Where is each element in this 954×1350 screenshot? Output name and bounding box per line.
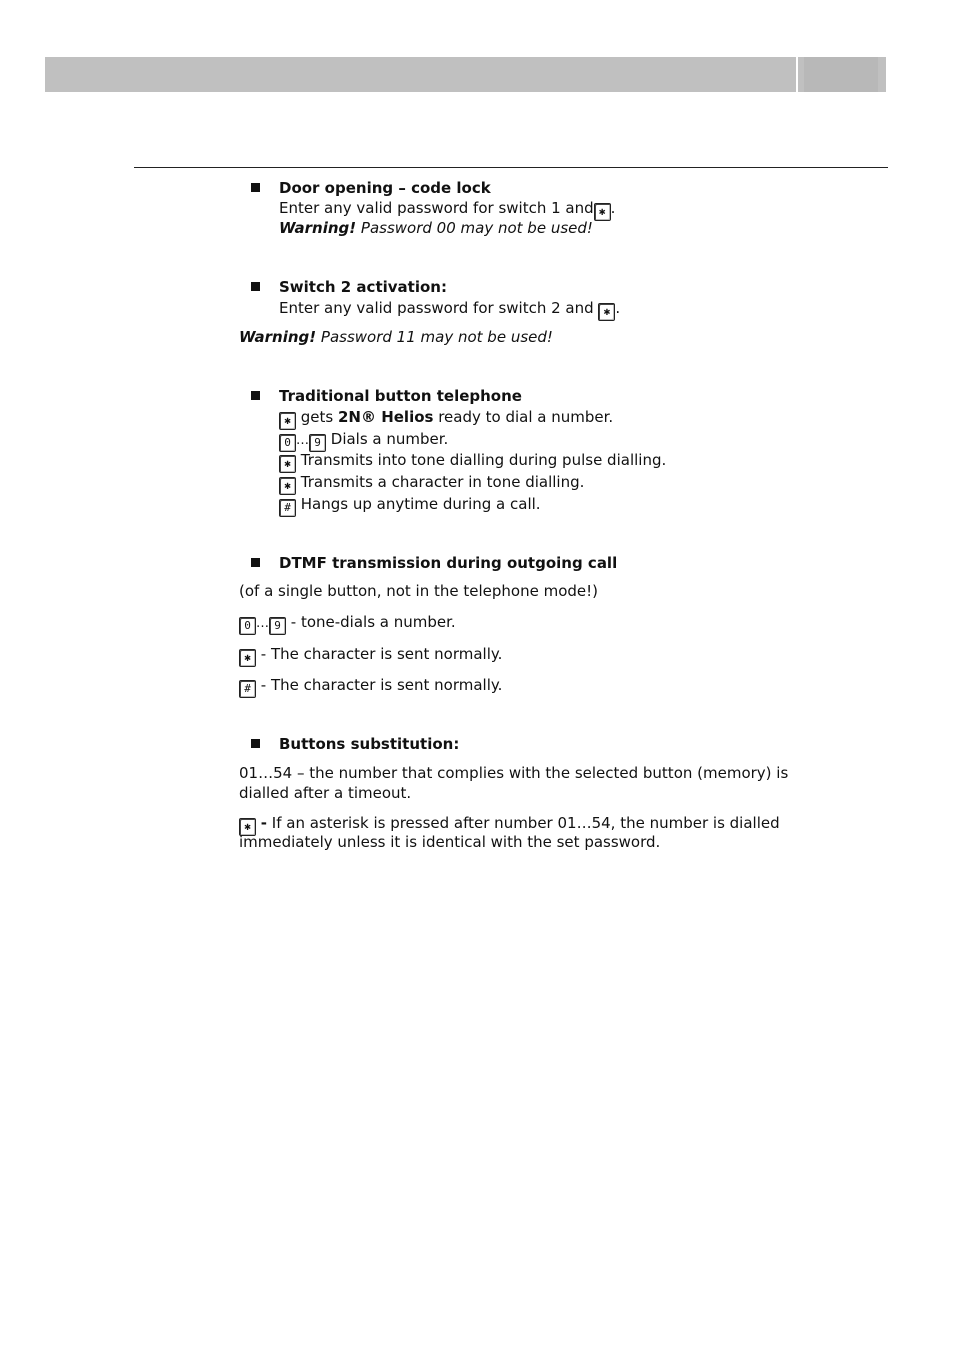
switch2-warning xyxy=(239,327,553,347)
row-text: Hangs up anytime during a call. xyxy=(296,495,541,513)
door-title: Door opening – code lock xyxy=(279,179,491,197)
dtmf-row xyxy=(239,675,502,698)
switch2-line: Enter any valid password for switch 2 and ✱ . xyxy=(279,298,620,321)
door-warning xyxy=(279,218,593,238)
row-text: Transmits into tone dialling during pulse dialling. xyxy=(296,451,667,469)
row-text: Dials a number. xyxy=(326,430,449,448)
dtmf-note: (of a single button, not in the telephone mode!) xyxy=(239,582,599,600)
row-text: Transmits a character in tone dialling. xyxy=(296,473,585,491)
star-key-icon: ✱ xyxy=(279,455,296,473)
row-text: - The character is sent normally. xyxy=(256,645,503,663)
traditional-row xyxy=(279,407,613,430)
ellipsis: … xyxy=(296,433,309,448)
warning-text: Password 11 may not be used! xyxy=(316,328,553,346)
door-line: Enter any valid password for switch 1 and ✱ . xyxy=(279,198,615,221)
dash: - xyxy=(260,814,268,832)
dtmf-row xyxy=(239,644,502,667)
row-text: If an asterisk is pressed after number 01…54, the number is dialled xyxy=(267,814,780,832)
section-rule xyxy=(134,167,888,168)
row-text: - The character is sent normally. xyxy=(256,676,503,694)
star-key-icon: ✱ xyxy=(279,412,296,430)
bullet-icon xyxy=(251,183,260,192)
hash-key-icon: # xyxy=(279,499,296,517)
header-bar xyxy=(45,57,796,92)
switch2-title: Switch 2 activation: xyxy=(279,278,447,296)
nine-key-icon: 9 xyxy=(269,617,286,635)
ellipsis: … xyxy=(256,616,269,631)
zero-key-icon: 0 xyxy=(279,434,296,452)
warning-text: Password 00 may not be used! xyxy=(356,219,593,237)
zero-key-icon: 0 xyxy=(239,617,256,635)
door-line-text: Enter any valid password for switch 1 and xyxy=(279,199,594,217)
nine-key-icon: 9 xyxy=(309,434,326,452)
star-key-icon: ✱ xyxy=(594,203,611,221)
bullet-icon xyxy=(251,391,260,400)
dtmf-title: DTMF transmission during outgoing call xyxy=(279,554,618,572)
subst-p1-line1: 01…54 – the number that complies with the selected button (memory) is xyxy=(239,764,789,782)
bullet-icon xyxy=(251,558,260,567)
row-text: - tone-dials a number. xyxy=(286,613,456,631)
star-key-icon: ✱ xyxy=(279,477,296,495)
subst-title: Buttons substitution: xyxy=(279,735,460,753)
bullet-icon xyxy=(251,282,260,291)
traditional-row xyxy=(279,450,666,473)
row-text: ready to dial a number. xyxy=(433,408,614,426)
star-key-icon: ✱ xyxy=(598,303,615,321)
subst-p2-line2: immediately unless it is identical with the set password. xyxy=(239,833,661,851)
star-key-icon: ✱ xyxy=(239,818,256,836)
star-key-icon: ✱ xyxy=(239,649,256,667)
bullet-icon xyxy=(251,739,260,748)
traditional-row xyxy=(279,494,541,517)
traditional-row xyxy=(279,472,584,495)
hash-key-icon: # xyxy=(239,680,256,698)
subst-p1-line2: dialled after a timeout. xyxy=(239,784,412,802)
product-name: 2N® Helios xyxy=(337,408,434,426)
warning-label: Warning! xyxy=(239,328,317,346)
dtmf-row xyxy=(239,612,456,635)
header-tab-inner xyxy=(804,57,878,92)
switch2-line-text: Enter any valid password for switch 2 and xyxy=(279,299,599,317)
traditional-title: Traditional button telephone xyxy=(279,387,522,405)
row-text: gets xyxy=(296,408,338,426)
warning-label: Warning! xyxy=(279,219,357,237)
traditional-row xyxy=(279,429,448,452)
